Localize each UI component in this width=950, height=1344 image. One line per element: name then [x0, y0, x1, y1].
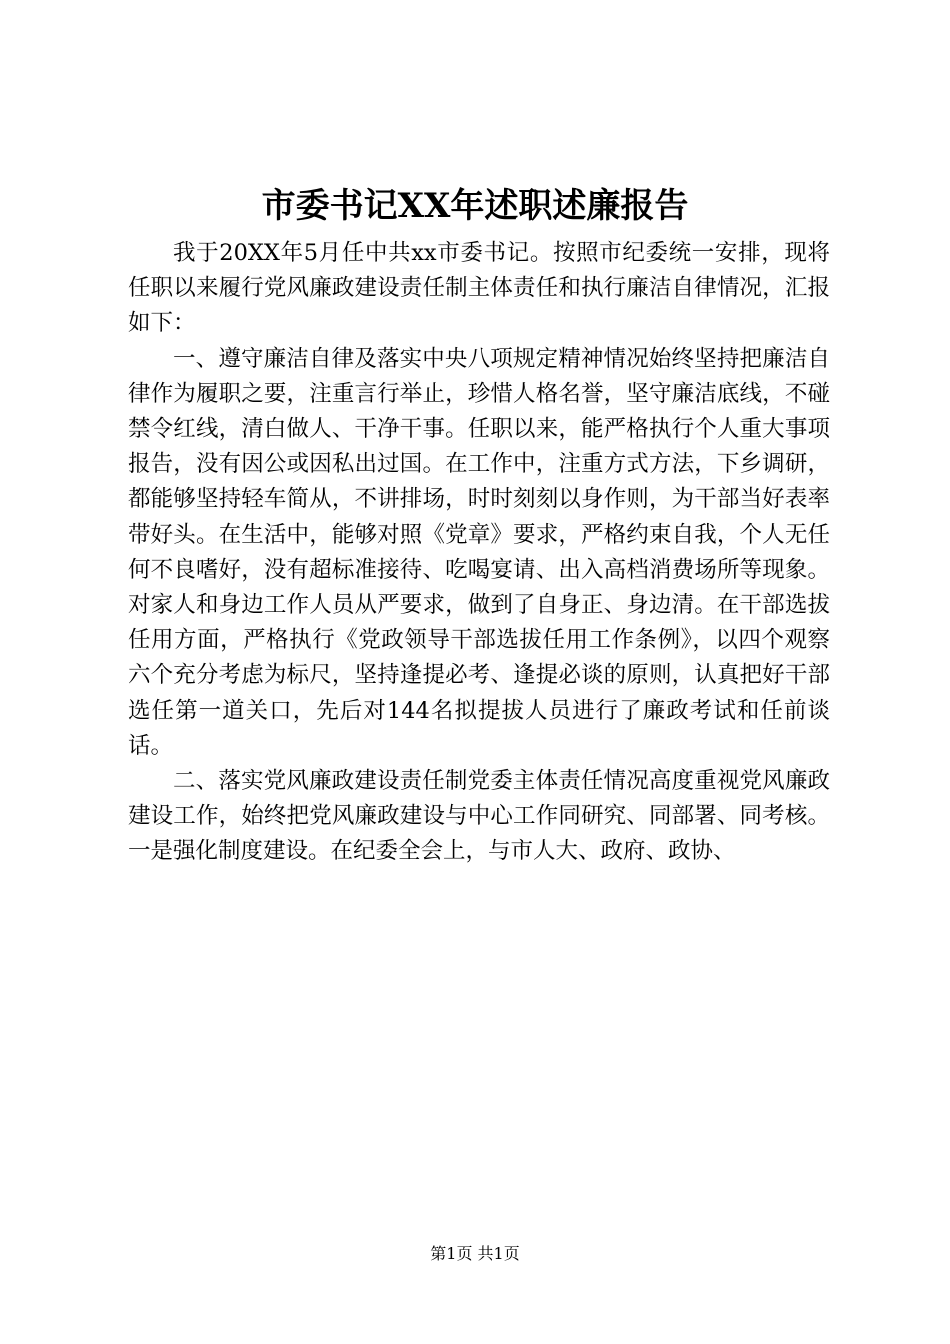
document-title: 市委书记XX年述职述廉报告 — [261, 186, 689, 226]
document-body — [128, 236, 830, 870]
page-footer: 第1页 共1页 — [430, 1244, 520, 1263]
paragraph-section-one: 一、遵守廉洁自律及落实中央八项规定精神情况始终坚持把廉洁自律作为履职之要，注重言行举止，珍惜人格名誉，坚守廉洁底线，不碰禁令红线，清白做人、干净干事。任职以来，能严格执行个人重大事项报告，没有因公或因私出过国。在工作中，注重方式方法，下乡调研，都能够坚持轻车简从，不讲排场，时时刻刻以身作则，为干部当好表率带好头。在生活中，能够对照《党章》要求，严格约束自我，个人无任何不良嗜好，没有超标准接待、吃喝宴请、出入高档消费场所等现象。对家人和身边工作人员从严要求，做到了自身正、身边清。在干部选拔任用方面，严格执行《党政领导干部选拔任用工作条例》，以四个观察六个充分考虑为标尺，坚持逢提必考、逢提必谈的原则，认真把好干部选任第一道关口，先后对144名拟提拔人员进行了廉政考试和任前谈话。 — [128, 345, 830, 759]
paragraph-intro: 我于20XX年5月任中共xx市委书记。按照市纪委统一安排，现将任职以来履行党风廉政建设责任制主体责任和执行廉洁自律情况，汇报如下： — [128, 240, 830, 337]
paragraph-section-two: 二、落实党风廉政建设责任制党委主体责任情况高度重视党风廉政建设工作，始终把党风廉政建设与中心工作同研究、同部署、同考核。一是强化制度建设。在纪委全会上，与市人大、政府、政协、 — [128, 768, 830, 865]
